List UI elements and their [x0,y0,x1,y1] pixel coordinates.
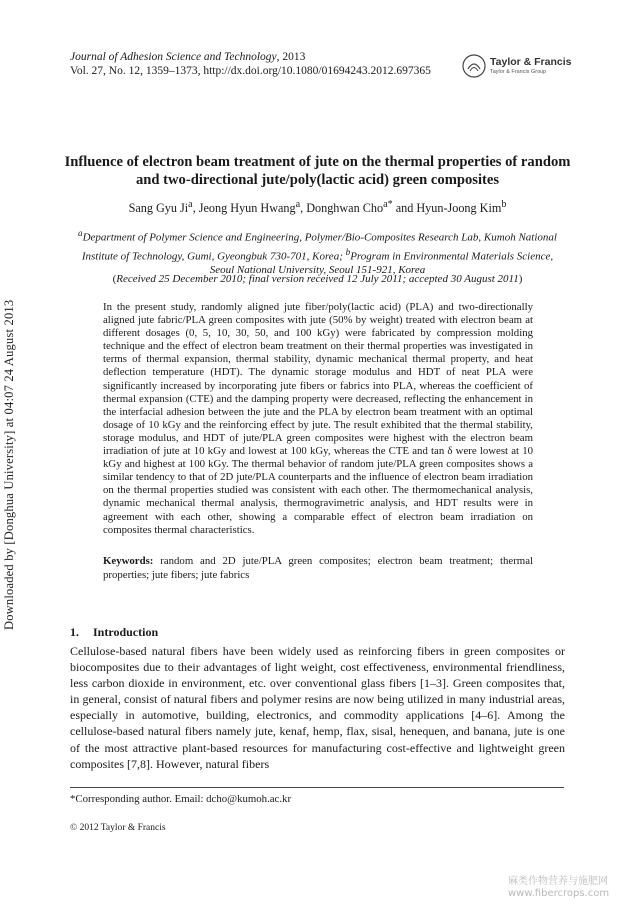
intro-paragraph: Cellulose-based natural fibers have been widely used as reinforcing fibers in green composites or biocomposites due to their advantages of light weight, cost effectiveness, environmental friendliness, less carbon dioxide in environment, etc. over conventional glass fibers [1–3]. Green composites that, in general, consist of natural fibers and polymer resins are now being utilized in many industrial areas, especially in automotive, building, electronics, and commodity applications [4–6]. Among the cellulose-based natural fibers namely jute, kenaf, hemp, flax, sisal, henequen, and banana, jute is one of the most attractive plant-based resources for manufacturing cost-effective and lightweight green composites [7,8]. However, natural fibers [70,644,565,771]
keywords-label: Keywords: [103,555,154,567]
affil-sup-a: a [78,228,83,238]
download-stamp: Downloaded by [Donghua University] at 04:07 24 August 2013 [2,299,16,630]
journal-header [70,50,431,78]
author-sep: and [392,201,417,216]
paren-open: ( [112,273,117,285]
affil-sup-b: b [345,246,351,257]
received-dates [60,273,575,285]
taylor-francis-logo-icon [462,54,486,78]
journal-year: , 2013 [276,51,306,63]
section-heading [70,625,158,640]
author-affil-sup: b [501,199,507,210]
copyright: © 2012 Taylor & Francis [70,823,166,833]
affil-a: Department of Polymer Science and Engineering, Polymer/Bio-Composites Research Lab, Kumoh National Institute of Technology, Gumi, Gyeongbuk 730-701, Korea; [81,231,557,263]
author-affil-sup: a* [383,199,393,210]
author-sep: , [192,201,199,216]
watermark-line-2: www.fibercrops.com [508,888,610,899]
author-name[interactable]: Sang Gyu Ji [128,201,189,216]
abstract: In the present study, randomly aligned jute fiber/poly(lactic acid) (PLA) and two-directionally aligned jute fabric/PLA green composites with jute (50% by weight) treated with electron beam at different dosages (0, 5, 10, 30, 50, and 100 kGy) were fabricated by compression molding technique and the effect of electron beam treatment on their thermal properties was investigated in terms of thermal expansion, thermal stability, dynamic mechanical thermal property, and heat deflection temperature (HDT). The dynamic storage modulus and HDT of neat PLA were significantly increased by incorporating jute fibers or fabrics into PLA, whereas the coefficient of thermal expansion (CTE) and the damping property were decreased, reflecting the enhancement in the interfacial adhesion between the jute and the PLA by electron beam treatment with an optimal dosage of 10 kGy and the reinforcing effect by jute. The result exhibited that the thermal stability, storage modulus, and HDT of jute/PLA green composites were highest with the electron beam irradiation of jute at 10 kGy and lowest at 100 kGy, whereas the CTE and tan δ were lowest at 10 kGy and highest at 100 kGy. The thermal behavior of random jute/PLA green composites shows a similar tendency to that of 2D jute/PLA counterparts and the influence of electron beam irradiation on the thermal properties studied was consistent with each other. The thermomechanical analysis, dynamic mechanical thermal analysis, thermogravimetric analysis, and HDT results were in agreement with each other, showing a comparable effect of electron beam irradiation on composites thermal characteristics. [103,301,533,536]
corresponding-author-footnote: *Corresponding author. Email: dcho@kumoh.ac.kr [70,793,292,805]
journal-name[interactable]: Journal of Adhesion Science and Technology [70,51,277,63]
author-affil-sup: a [188,199,193,210]
article-title: Influence of electron beam treatment of jute on the thermal properties of random and two-directional jute/poly(lactic acid) green composites [64,154,571,188]
affil-b: Program in Environmental Materials Science, Seoul National University, Seoul 151-921, Korea [209,250,554,277]
keywords-text: random and 2D jute/PLA green composites; electron beam treatment; thermal properties; jute fibers; jute fabrics [103,555,533,581]
author-name[interactable]: Donghwan Cho [306,201,384,216]
author-sep: , [300,201,307,216]
author-affil-sup: a [295,199,301,210]
section-number: 1. [70,625,79,639]
footnote-divider [70,787,564,788]
affiliations [75,226,560,277]
publisher-logo [462,52,572,82]
author-name[interactable]: Hyun-Joong Kim [416,201,502,216]
author-name[interactable]: Jeong Hyun Hwang [198,201,296,216]
paren-close: ) [518,273,523,285]
received-text: Received 25 December 2010; final version received 12 July 2011; accepted 30 August 2011 [116,273,519,285]
publisher-name: Taylor & Francis [490,56,572,68]
publisher-group: Taylor & Francis Group [490,69,547,75]
watermark-line-1: 麻类作物营养与施肥网 [508,876,608,887]
journal-volume-doi[interactable]: Vol. 27, No. 12, 1359–1373, http://dx.doi.org/10.1080/01694243.2012.697365 [70,65,431,77]
site-watermark [508,876,609,900]
keywords [103,554,533,582]
author-list [60,199,575,216]
section-title: Introduction [93,625,159,639]
